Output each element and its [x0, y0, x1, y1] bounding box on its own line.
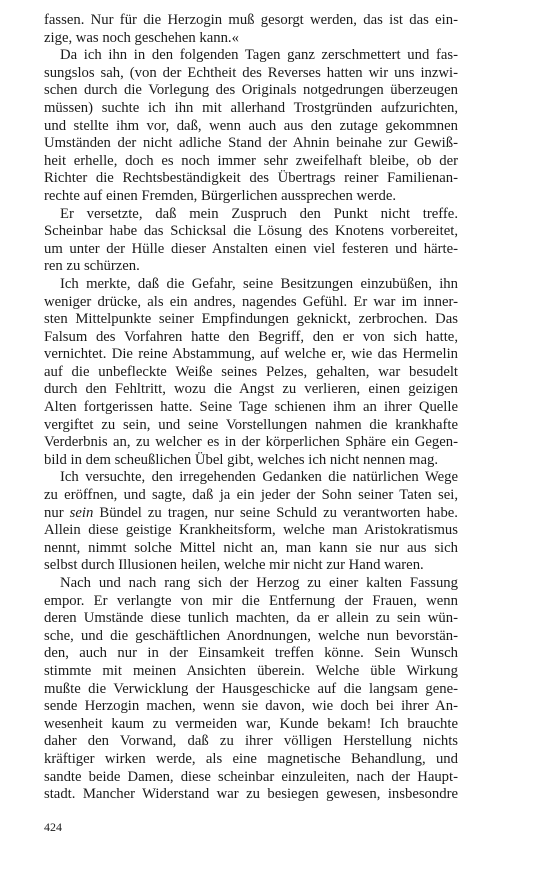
text-line: vernichtet. Die reine Abstammung, auf welche er, wie das Hermelin [44, 346, 458, 363]
page-number: 424 [44, 820, 62, 834]
text-line: wesenheit kaum zu vermeiden war, Kunde bekam! Ich brauchte [44, 715, 458, 732]
text-line: Richter die Rechtsbeständigkeit des Übertrags reiner Familienan- [44, 170, 458, 187]
text-line: sende Herzogin machen, wenn sie davon, wie doch bei ihrer An- [44, 698, 458, 715]
text-line: Falsum des Vorfahren hatte den Begriff, den er von sich hatte, [44, 328, 458, 345]
text-line: Nach und nach rang sich der Herzog zu einer kalten Fassung [60, 575, 458, 591]
text-line: müssen) suchte ich ihn mit allerhand Trostgründen aufzurichten, [44, 99, 458, 116]
text-line: zige, was noch geschehen kann.« [44, 29, 239, 46]
text-line: Ich merkte, daß die Gefahr, seine Besitzungen einzubüßen, ihn [60, 275, 458, 292]
text-line: daher den Vorwand, daß zu ihrer völligen Herstellung nichts [44, 733, 458, 750]
text-line: Allein diese geistige Krankheitsform, welche man Aristokratismus [44, 522, 458, 539]
text-line: nur sein Bündel zu tragen, nur seine Schuld zu verantworten habe. [44, 504, 458, 521]
text-line: zu eröffnen, und sagte, daß ja ein jeder der Sohn seiner Taten sei, [44, 487, 458, 504]
text-line: deren Umstände diese tunlich machten, da er allein zu sein wün- [44, 610, 458, 627]
text-line: bild in dem scheußlichen Übel gibt, welches ich nicht nennen mag. [44, 451, 439, 468]
text-line: fassen. Nur für die Herzogin muß gesorgt werden, das ist das ein- [44, 12, 458, 28]
text-line: Alten fortgerissen hatte. Seine Tage schienen ihm an ihrer Quelle [44, 399, 458, 416]
text-line: Umständen der nicht adliche Stand der Ahnin beinahe zur Gewiß- [44, 135, 458, 152]
book-page [44, 12, 458, 804]
text-line: den, auch nur in der Einsamkeit treffen könne. Sein Wunsch [44, 645, 458, 662]
text-line: sungslos sah, (von der Echtheit des Reverses hatten wir uns inzwi- [44, 64, 458, 81]
text-line: schen durch die Vorlegung des Originals notgedrungen überzeugen [44, 82, 458, 99]
text-line: stimmte mit meinen Ansichten überein. Welche üble Wirkung [44, 662, 458, 679]
text-line: weniger drücke, als ein andres, nagendes Gefühl. Er war im inner- [44, 293, 458, 310]
text-line: heit erhelle, doch es noch immer sehr zweifelhaft bleibe, ob der [44, 152, 458, 169]
text-line: Scheinbar habe das Schicksal die Lösung des Knotens vorbereitet, [44, 223, 458, 240]
text-line: Da ich ihn in den folgenden Tagen ganz zerschmettert und fas- [60, 47, 458, 64]
text-line: rechte auf einen Fremden, Bürgerlichen aussprechen werde. [44, 187, 397, 204]
text-line: Verderbnis an, zu welcher es in der körperlichen Sphäre ein Gegen- [44, 434, 458, 451]
text-line: empor. Er verlangte von mir die Entfernung der Frauen, wenn [44, 592, 458, 609]
text-line: um unter der Hülle dieser Anstalten einen viel festeren und härte- [44, 240, 458, 257]
text-line: stadt. Mancher Widerstand war zu besiegen gewesen, insbesondre [44, 786, 458, 803]
text-line: mußte die Verwicklung der Hausgeschicke auf die langsam gene- [44, 680, 458, 697]
text-line: Ich versuchte, den irregehenden Gedanken die natürlichen Wege [60, 469, 458, 486]
text-line: und stellte ihm vor, daß, wenn auch aus den zutage gekommnen [44, 117, 458, 134]
text-line: ren zu schürzen. [44, 258, 140, 275]
text-line: Er versetzte, daß mein Zuspruch den Punkt nicht treffe. [60, 205, 458, 222]
emphasis: sein [69, 504, 94, 521]
text-line: durch den Fehltritt, wozu die Angst zu verlieren, einen geizigen [44, 381, 458, 398]
text-line: kräftiger wirken werde, als eine magnetische Behandlung, und [44, 750, 458, 767]
text-line: selbst durch Illusionen heilen, welche mir nicht zur Hand waren. [44, 557, 424, 574]
body-text [44, 12, 458, 804]
text-line: sche, und die geschäftlichen Anordnungen, welche nun bevorstän- [44, 627, 458, 644]
text-line: sandte beide Damen, diese scheinbar einzuleiten, nach der Haupt- [44, 768, 458, 785]
text-line: vergiftet zu sein, und seine Vorstellungen nahmen die krankhafte [44, 416, 458, 433]
text-line: sten Mittelpunkte seiner Empfindungen geknickt, zerbrochen. Das [44, 311, 458, 328]
text-line: auf die unbefleckte Weiße seines Pelzes, gehalten, war besudelt [44, 363, 458, 380]
text-line: nennt, nimmt solche Mittel nicht an, man kann sie nur aus sich [44, 539, 458, 556]
